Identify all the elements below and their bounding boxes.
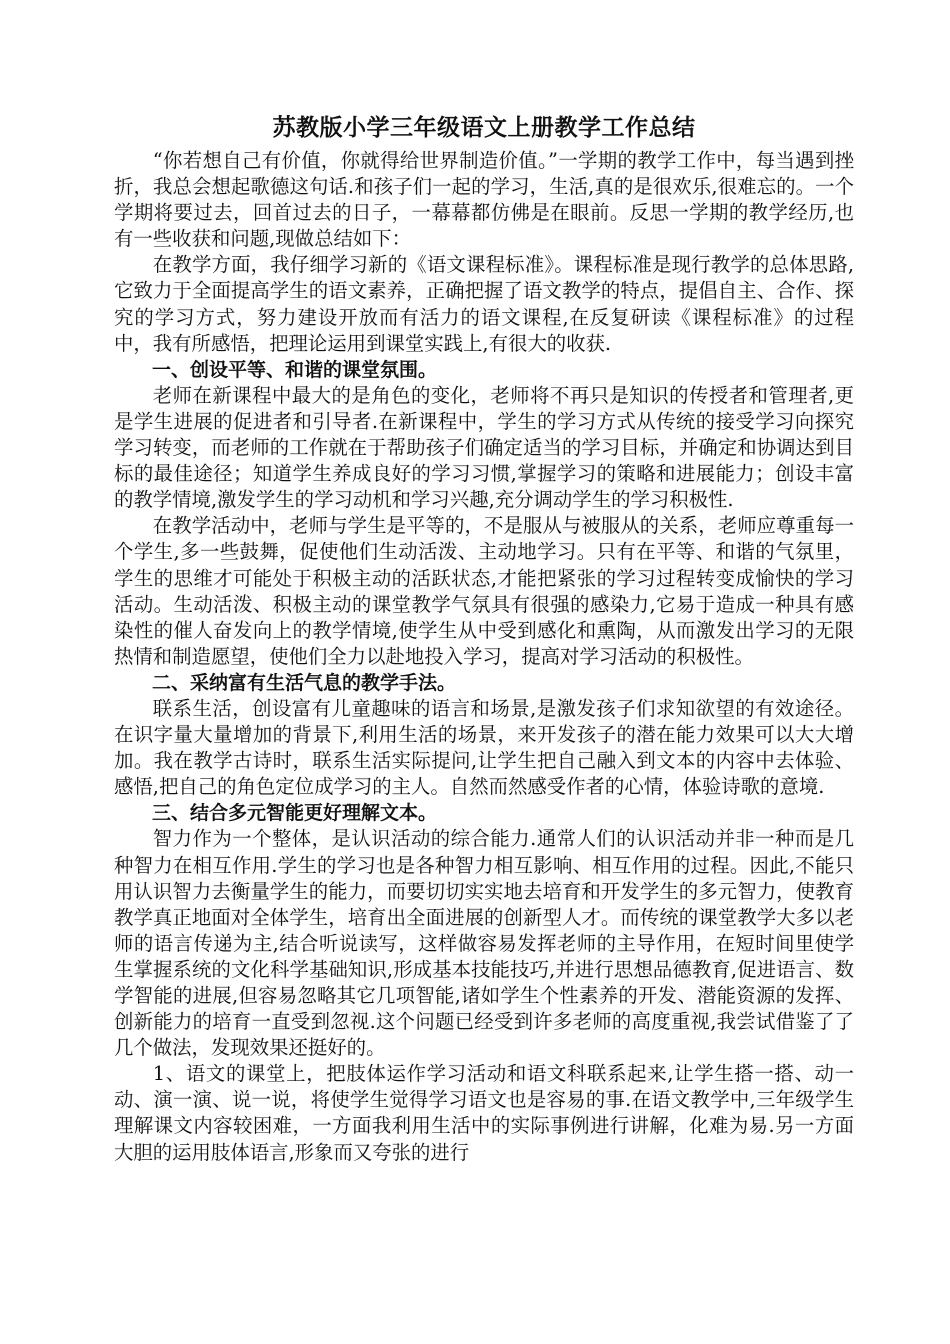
document-page bbox=[114, 110, 854, 1166]
section-heading-3: 三、结合多元智能更好理解文本。 bbox=[152, 802, 438, 825]
paragraph-curriculum: 在教学方面，我仔细学习新的《语文课程标准》。课程标准是现行教学的总体思路,它致力于全面提高学生的语文素养，正确把握了语文教学的特点，提倡自主、合作、探究的学习方式，努力建设开放而有活力的语文课程,在反复研读《课程标准》的过程中，我有所感悟，把理论运用到课堂实践上,有很大的收获. bbox=[114, 253, 854, 355]
paragraph-intro: “你若想自己有价值，你就得给世界制造价值。”一学期的教学工作中，每当遇到挫折，我总会想起歌德这句话.和孩子们一起的学习，生活,真的是很欢乐,很难忘的。一个学期将要过去，回首过去的日子，一幕幕都仿佛是在眼前。反思一学期的教学经历,也有一些收获和问题,现做总结如下： bbox=[114, 149, 854, 251]
paragraph-life-context: 联系生活，创设富有儿童趣味的语言和场景,是激发孩子们求知欲望的有效途径。在识字量大量增加的背景下,利用生活的场景，来开发孩子的潜在能力效果可以大大增加。我在教学古诗时，联系生活实际提问,让学生把自己融入到文本的内容中去体验、感悟,把自己的角色定位成学习的主人。自然而然感受作者的心情，体验诗歌的意境. bbox=[114, 696, 854, 799]
paragraph-multiple-intelligences: 智力作为一个整体，是认识活动的综合能力.通常人们的认识活动并非一种而是几种智力在相互作用.学生的学习也是各种智力相互影响、相互作用的过程。因此,不能只用认识智力去衡量学生的能力，而要切切实实地去培育和开发学生的多元智力，使教育教学真正地面对全体学生，培育出全面进展的创新型人才。而传统的课堂教学大多以老师的语言传递为主,结合听说读写，这样做容易发挥老师的主导作用，在短时间里使学生掌握系统的文化科学基础知识,形成基本技能技巧,并进行思想品德教育,促进语言、数学智能的进展,但容易忽略其它几项智能,诸如学生个性素养的开发、潜能资源的发挥、创新能力的培育一直受到忽视.这个问题已经受到许多老师的高度重视,我尝试借鉴了了几个做法，发现效果还挺好的。 bbox=[114, 827, 854, 1060]
paragraph-body-language: 1、语文的课堂上，把肢体运作学习活动和语文科联系起来,让学生搭一搭、动一动、演一演、说一说，将使学生觉得学习语文也是容易的事.在语文教学中,三年级学生理解课文内容较困难，一方面我利用生活中的实际事例进行讲解，化难为易.另一方面大胆的运用肢体语言,形象而又夸张的进行 bbox=[114, 1062, 854, 1164]
document-title: 苏教版小学三年级语文上册教学工作总结 bbox=[272, 115, 696, 141]
section-heading-2: 二、采纳富有生活气息的教学手法。 bbox=[152, 671, 457, 694]
paragraph-teacher-role: 老师在新课程中最大的是角色的变化，老师将不再只是知识的传授者和管理者,更是学生进展的促进者和引导者.在新课程中，学生的学习方式从传统的接受学习向探究学习转变，而老师的工作就在于帮助孩子们确定适当的学习目标，并确定和协调达到目标的最佳途径；知道学生养成良好的学习习惯,掌握学习的策略和进展能力；创设丰富的教学情境,激发学生的学习动机和学习兴趣,充分调动学生的学习积极性. bbox=[114, 383, 854, 512]
paragraph-equality: 在教学活动中，老师与学生是平等的，不是服从与被服从的关系，老师应尊重每一个学生,多一些鼓舞，促使他们生动活泼、主动地学习。只有在平等、和谐的气氛里，学生的思维才可能处于积极主动的活跃状态,才能把紧张的学习过程转变成愉快的学习活动。生动活泼、积极主动的课堂教学气氛具有很强的感染力,它易于造成一种具有感染性的催人奋发向上的教学情境,使学生从中受到感化和熏陶，从而激发出学习的无限热情和制造愿望，使他们全力以赴地投入学习，提高对学习活动的积极性。 bbox=[114, 514, 854, 668]
section-heading-1: 一、创设平等、和谐的课堂氛围。 bbox=[152, 358, 438, 381]
